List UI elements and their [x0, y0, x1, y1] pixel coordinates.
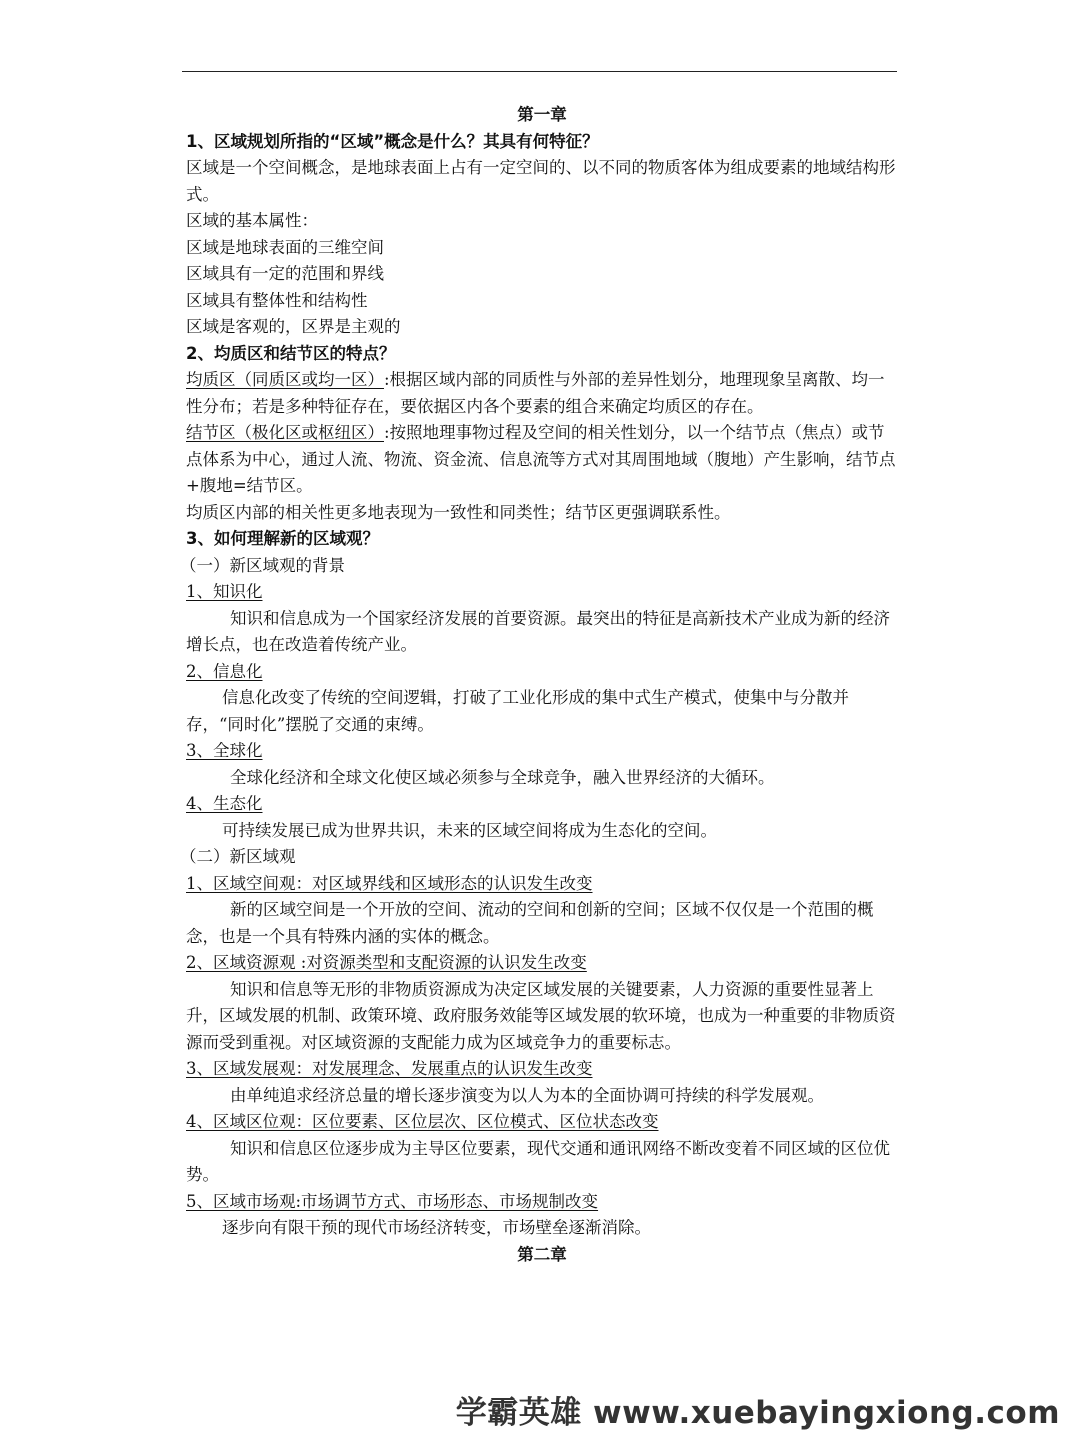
q2-homogeneous-paragraph — [186, 367, 898, 420]
background-item-text: 可持续发展已成为世界共识，未来的区域空间将成为生态化的空间。 — [222, 820, 717, 840]
q2-nodal-paragraph — [186, 420, 898, 500]
view-title-text: 3、区域发展观：对发展理念、发展重点的认识发生改变 — [186, 1059, 593, 1078]
view-item-text: 由单纯追求经济总量的增长逐步演变为以人为本的全面协调可持续的科学发展观。 — [230, 1085, 824, 1105]
background-item-text: 信息化改变了传统的空间逻辑，打破了工业化形成的集中式生产模式，使集中与分散并存，“同时化”摆脱了交通的束缚。 — [186, 688, 849, 734]
q1-attr-item: 区域具有整体性和结构性 — [186, 290, 368, 310]
chapter-1-title: 第一章 — [517, 105, 567, 124]
view-item-text: 知识和信息区位逐步成为主导区位要素，现代交通和通讯网络不断改变着不同区域的区位优势。 — [186, 1138, 890, 1184]
view-item-title — [186, 871, 898, 898]
nodal-term: 结节区（极化区或枢纽区） — [186, 423, 384, 442]
background-title-text: 4、生态化 — [186, 794, 263, 813]
q1-attr-item: 区域是地球表面的三维空间 — [186, 237, 384, 257]
watermark: 学霸英雄 www.xuebayingxiong.com — [455, 1395, 1060, 1431]
q1-attr-item: 区域是客观的，区界是主观的 — [186, 317, 401, 336]
chapter-2-title: 第二章 — [517, 1244, 567, 1264]
view-item-title — [186, 1056, 898, 1083]
views-heading: （二）新区域观 — [180, 847, 296, 866]
view-title-text: 5、区域市场观:市场调节方式、市场形态、市场规制改变 — [186, 1191, 599, 1211]
view-item-title — [186, 950, 898, 977]
view-title-text: 1、区域空间观：对区域界线和区域形态的认识发生改变 — [186, 873, 593, 893]
view-item-text: 新的区域空间是一个开放的空间、流动的空间和创新的空间；区域不仅仅是一个范围的概念，也是一个具有特殊内涵的实体的概念。 — [186, 900, 874, 946]
nodal-desc: :按照地理事物过程及空间的相关性划分，以一个结节点（焦点）或节点体系为中心，通过人流、物流、资金流、信息流等方式对其周围地域（腹地）产生影响，结节点+腹地=结节区。 — [186, 423, 896, 495]
question-2: 2、均质区和结节区的特点？ — [186, 343, 396, 363]
q1-attr-heading: 区域的基本属性： — [186, 211, 318, 230]
homogeneous-desc: :根据区域内部的同质性与外部的差异性划分，地理现象呈离散、均一性分布；若是多种特征存在，要依据区内各个要素的组合来确定均质区的存在。 — [186, 370, 885, 416]
question-1: 1、区域规划所指的“区域”概念是什么？其具有何特征？ — [186, 131, 599, 151]
q1-answer: 区域是一个空间概念，是地球表面上占有一定空间的、以不同的物质客体为组成要素的地域结构形式。 — [186, 158, 896, 204]
background-title-text: 3、全球化 — [186, 741, 263, 760]
background-item-title — [186, 579, 898, 606]
view-title-text: 4、区域区位观：区位要素、区位层次、区位模式、区位状态改变 — [186, 1112, 659, 1131]
background-item-text: 全球化经济和全球文化使区域必须参与全球竞争，融入世界经济的大循环。 — [230, 767, 775, 787]
view-title-text: 2、区域资源观 :对资源类型和支配资源的认识发生改变 — [186, 953, 587, 972]
question-3: 3、如何理解新的区域观？ — [186, 529, 379, 548]
q2-summary: 均质区内部的相关性更多地表现为一致性和同类性；结节区更强调联系性。 — [186, 502, 731, 522]
background-title-text: 1、知识化 — [186, 582, 263, 601]
view-item-text: 知识和信息等无形的非物质资源成为决定区域发展的关键要素，人力资源的重要性显著上升，区域发展的机制、政策环境、政府服务效能等区域发展的软环境，也成为一种重要的非物质资源而受到重视。对区域资源的支配能力成为区域竞争力的重要标志。 — [186, 979, 896, 1052]
document-body — [180, 102, 898, 1268]
background-item-title — [186, 659, 898, 686]
background-heading: （一）新区域观的背景 — [180, 555, 345, 575]
homogeneous-term: 均质区（同质区或均一区） — [186, 370, 384, 389]
background-item-title — [186, 738, 898, 765]
background-item-text: 知识和信息成为一个国家经济发展的首要资源。最突出的特征是高新技术产业成为新的经济增长点，也在改造着传统产业。 — [186, 608, 890, 654]
background-title-text: 2、信息化 — [186, 661, 263, 681]
view-item-title — [186, 1109, 898, 1136]
view-item-text: 逐步向有限干预的现代市场经济转变，市场壁垒逐渐消除。 — [222, 1218, 651, 1237]
view-item-title — [186, 1189, 898, 1216]
header-rule — [182, 71, 897, 72]
q1-attr-item: 区域具有一定的范围和界线 — [186, 264, 384, 283]
background-item-title — [186, 791, 898, 818]
